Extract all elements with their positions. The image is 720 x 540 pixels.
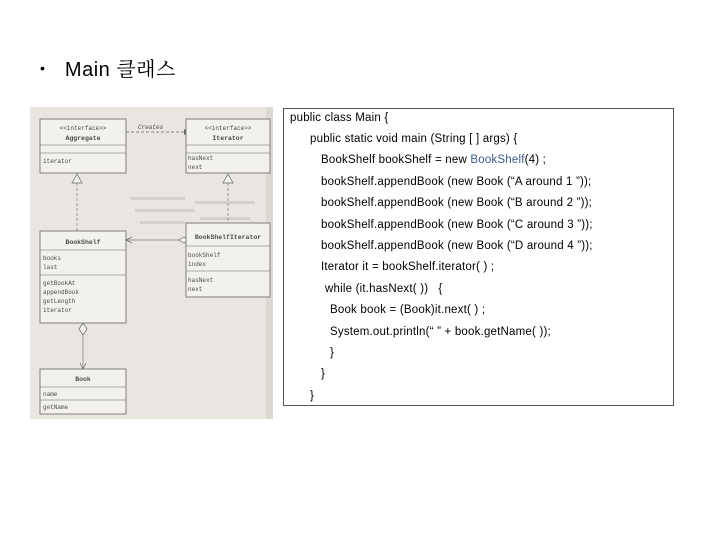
book-name: Book <box>75 376 91 383</box>
bsi-name: BookShelfIterator <box>194 234 262 241</box>
code-line-3 <box>321 154 546 166</box>
code-line-14: } <box>310 390 315 402</box>
bookshelf-class-box <box>40 231 126 323</box>
bookshelf-method-1: getBookAt <box>43 280 76 287</box>
iterator-stereotype: <<interface>> <box>204 125 252 132</box>
book-method-1: getName <box>43 404 69 411</box>
bsi-field-1: bookShelf <box>188 252 221 259</box>
creates-label: Creates <box>138 124 164 131</box>
bookshelf-field-1: books <box>43 255 62 262</box>
aggregate-name: Aggregate <box>65 135 101 142</box>
code-line-1: public class Main { <box>290 112 389 124</box>
code-line-10: Book book = (Book)it.next( ) ; <box>330 304 486 316</box>
bookshelf-field-2: last <box>43 264 58 271</box>
code-line-11: System.out.println(“ ” + book.getName( )); <box>330 326 551 338</box>
aggregate-method: iterator <box>43 158 72 165</box>
code-line-13: } <box>321 368 326 380</box>
bullet-icon: • <box>40 59 45 76</box>
code-line-5: bookShelf.appendBook (new Book (“B around 2 ”)); <box>321 197 593 209</box>
iterator-method-2: next <box>188 164 203 171</box>
code-line-4: bookShelf.appendBook (new Book (“A around 1 ”)); <box>321 176 592 188</box>
iterator-name: Iterator <box>212 135 244 142</box>
bookshelf-method-2: appendBook <box>43 289 80 296</box>
iterator-method-1: hasNext <box>188 155 214 162</box>
uml-diagram-svg <box>30 107 273 419</box>
code-line-9: while (it.hasNext( )) { <box>325 283 443 295</box>
bsi-field-2: index <box>188 261 207 268</box>
code-line-8: Iterator it = bookShelf.iterator( ) ; <box>321 261 495 273</box>
code-listing-box <box>283 108 674 406</box>
code-line-2: public static void main (String [ ] args) { <box>310 133 518 145</box>
aggregate-stereotype: <<interface>> <box>59 125 107 132</box>
slide-title-row <box>40 53 176 82</box>
code-line-3-part-3: (4) ; <box>524 154 547 166</box>
bookshelf-method-3: getLength <box>43 298 76 305</box>
book-class-box <box>40 369 126 414</box>
slide-title: Main 클래스 <box>64 59 176 81</box>
bookshelf-name: BookShelf <box>65 239 101 246</box>
code-line-6: bookShelf.appendBook (new Book (“C around 3 ”)); <box>321 219 593 231</box>
code-line-7: bookShelf.appendBook (new Book (“D around 4 ”)); <box>321 240 593 252</box>
code-line-3-highlight: BookShelf <box>470 154 525 166</box>
book-field-1: name <box>43 391 58 398</box>
iterator-class-box <box>186 119 270 173</box>
bookshelf-method-4: iterator <box>43 307 72 314</box>
bookshelfiterator-class-box <box>186 223 270 297</box>
bsi-method-1: hasNext <box>188 277 214 284</box>
code-line-3-part-1: BookShelf bookShelf = new <box>321 154 471 166</box>
uml-class-diagram <box>30 107 273 419</box>
code-line-12: } <box>330 347 335 359</box>
aggregate-class-box <box>40 119 126 173</box>
bsi-method-2: next <box>188 286 203 293</box>
